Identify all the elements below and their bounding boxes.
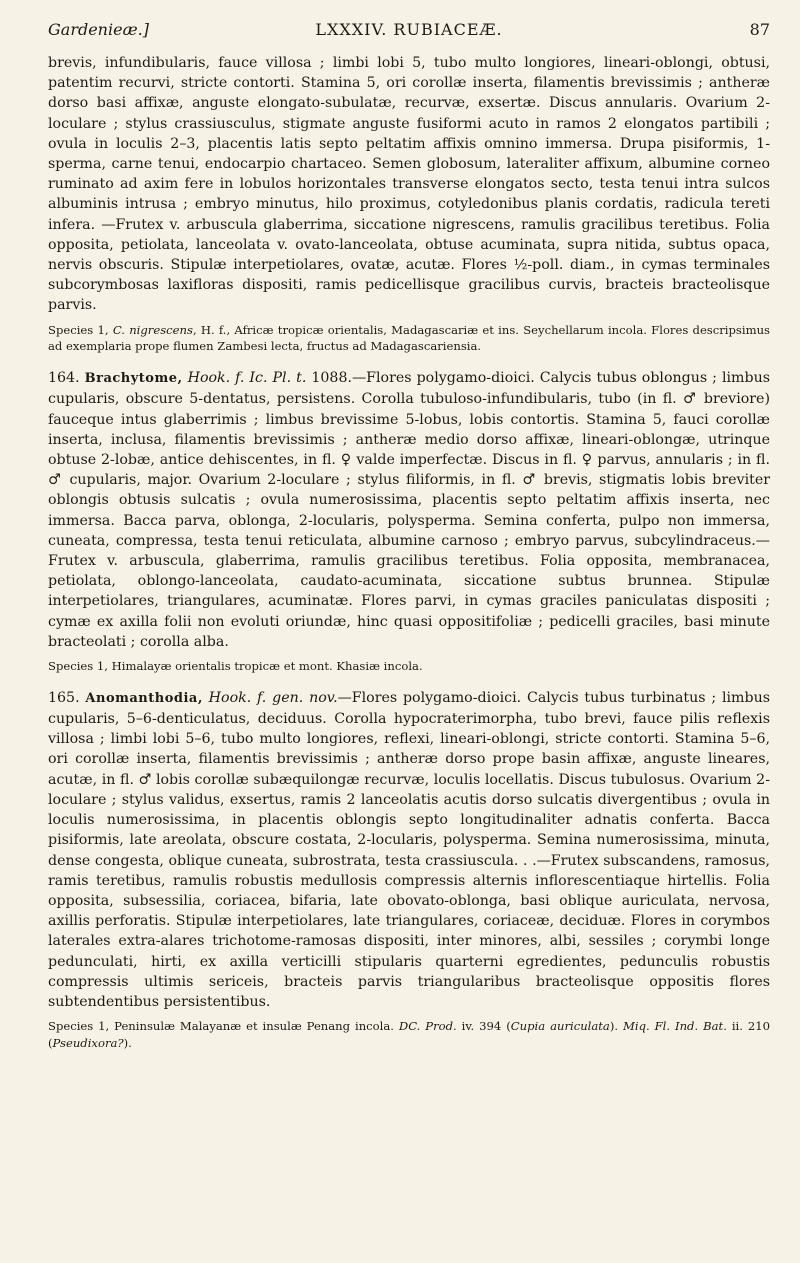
species-note-3: Species 1, Peninsulæ Malayanæ et insulæ Penang incola. DC. Prod. iv. 394 (Cupia auriculata). Miq. Fl. Ind. Bat. ii. 210 (Pseudixora?).	[48, 1019, 770, 1050]
entry-number: 164.	[48, 370, 85, 387]
header-section: Gardenieæ.]	[48, 20, 149, 39]
genus-entry-165	[48, 688, 770, 1012]
running-header	[48, 20, 770, 44]
citation-ref: DC. Prod.	[398, 1019, 457, 1034]
species-note-2: Species 1, Himalayæ orientalis tropicæ et mont. Khasiæ incola.	[48, 659, 423, 674]
synonym: Cupia auriculata	[510, 1019, 610, 1034]
synonym: Pseudixora?	[52, 1035, 124, 1050]
citation-ref: Miq. Fl. Ind. Bat.	[623, 1019, 727, 1034]
genus-description: —Flores polygamo-dioici. Calycis tubus turbinatus ; limbus cupularis, 5–6-denticulatus, deciduus. Corolla hypocraterimorpha, tubo brevi, fauce pilis reflexis villosa ; limbi lobi 5–6, tubo multo longiores, reflexi, lineari-oblongi, stricte contorti. Stamina 5–6, ori corollæ inserta, filamentis brevissimis ; antheræ dorso prope basin affixæ, anguste lineares, acutæ, in fl. ♂ lobis corollæ subæquilongæ recurvæ, loculis locellatis. Discus tubulosus. Ovarium 2-loculare ; stylus validus, exsertus, ramis 2 lanceolatis acutis dorso sulcatis divergentibus ; ovula in loculis numerosissima, in placentis oblongis septo longitudinaliter adnatis conferta. Bacca pisiformis, late areolata, obscure costata, 2-locularis, polysperma. Semina numerosissima, minuta, dense congesta, oblique cuneata, subrostrata, testa crassiuscula. . .—Frutex subscandens, ramosus, ramis teretibus, ramulis robustis medullosis compressis alternis inflorescentiaque hirtellis. Folia opposita, subsessilia, coriacea, bifaria, late obovato-oblonga, basi oblique auriculata, nervosa, axillis perforatis. Stipulæ interpetiolares, late triangulares, coriaceæ, deciduæ. Flores in corymbos laterales extra-alares trichotome-ramosas dispositi, inter minores, albi, sessiles ; corymbi longe pedunculati, hirti, ex axilla verticilli stipularis quarterni egredientes, pedunculis robustis compressis ultimis sericeis, bracteis parvis triangularibus bracteolisque oppositis flores subtendentibus persistentibus.	[48, 689, 770, 1010]
page-body	[48, 53, 770, 1052]
species-note-1: Species 1, C. nigrescens, H. f., Africæ tropicæ orientalis, Madagascariæ et ins. Seychellarum incola. Flores descripsimus ad exemplaria prope flumen Zambesi lecta, fructus ad Madagascariensia.	[48, 322, 770, 354]
authority-ref: Hook. f. Ic. Pl. t.	[182, 370, 307, 387]
species-name: C. nigrescens	[112, 322, 193, 337]
genus-description: 1088.—Flores polygamo-dioici. Calycis tubus oblongus ; limbus cupularis, obscure 5-dentatus, persistens. Corolla tubuloso-infundibularis, tubo (in fl. ♂ breviore) fauceque intus glaberrimis ; limbus brevissime 5-lobus, lobis contortis. Stamina 5, fauci corollæ inserta, inclusa, filamentis brevissimis ; antheræ medio dorso affixæ, lineari-oblongæ, utrinque obtuse 2-lobæ, antice dehiscentes, in fl. ♀ valde imperfectæ. Discus in fl. ♀ parvus, annularis ; in fl. ♂ cupularis, major. Ovarium 2-loculare ; stylus filiformis, in fl. ♂ brevis, stigmatis lobis breviter oblongis obtusis sulcatis ; ovula numerosissima, placentis septo peltatim affixis inserta, nec immersa. Bacca parva, oblonga, 2-locularis, polysperma. Semina conferta, pulpo non immersa, cuneata, compressa, testa tenui reticulata, albumine carnoso ; embryo parvus, subcylindraceus.—Frutex v. arbuscula, glaberrima, ramulis gracilibus teretibus. Folia opposita, membranacea, petiolata, oblongo-lanceolata, caudato-acuminata, siccatione subtus brunnea. Stipulæ interpetiolares, triangulares, acuminatæ. Flores parvi, in cymas graciles paniculatas dispositi ; cymæ ex axilla folii non evoluti oriundæ, hinc quasi oppositifoliæ ; pedicelli graciles, basi minute bracteolati ; corolla alba.	[48, 370, 770, 650]
genus-name: Anomanthodia,	[85, 690, 203, 706]
genus-entry-164	[48, 368, 770, 652]
genus-name: Brachytome,	[84, 371, 183, 387]
authority-ref: Hook. f. gen. nov.	[202, 689, 338, 706]
header-title: LXXXIV. RUBIACEÆ.	[315, 20, 503, 39]
continued-description: brevis, infundibularis, fauce villosa ; limbi lobi 5, tubo multo longiores, lineari-oblongi, obtusi, patentim recurvi, stricte contorti. Stamina 5, ori corollæ inserta, filamentis brevissimis ; antheræ dorso basi affixæ, anguste elongato-subulatæ, recurvæ, exsertæ. Discus annularis. Ovarium 2-loculare ; stylus crassiusculus, stigmate anguste fusiformi acuto in ramos 2 elongatos partibili ; ovula in loculis 2–3, placentis latis septo peltatim affixis omnino immersa. Drupa pisiformis, 1-sperma, carne tenui, endocarpio chartaceo. Semen globosum, lateraliter affixum, albumine corneo ruminato ad axim fere in lobulos horizontales transverse elongatos secto, testa tenui intra sulcos albuminis intrusa ; embryo minutus, hilo proximus, cotyledonibus planis cordatis, radicula tereti infera. —Frutex v. arbuscula glaberrima, siccatione nigrescens, ramulis gracilibus teretibus. Folia opposita, petiolata, lanceolata v. ovato-lanceolata, obtuse acuminata, supra nitida, subtus opaca, nervis obscuris. Stipulæ interpetiolares, ovatæ, acutæ. Flores ½-poll. diam., in cymas terminales subcorymbosas laxifloras dispositi, ramis pedicellisque gracilibus curvis, bracteis bracteolisque parvis.	[48, 55, 770, 314]
entry-number: 165.	[48, 689, 86, 706]
page-number: 87	[749, 20, 770, 39]
